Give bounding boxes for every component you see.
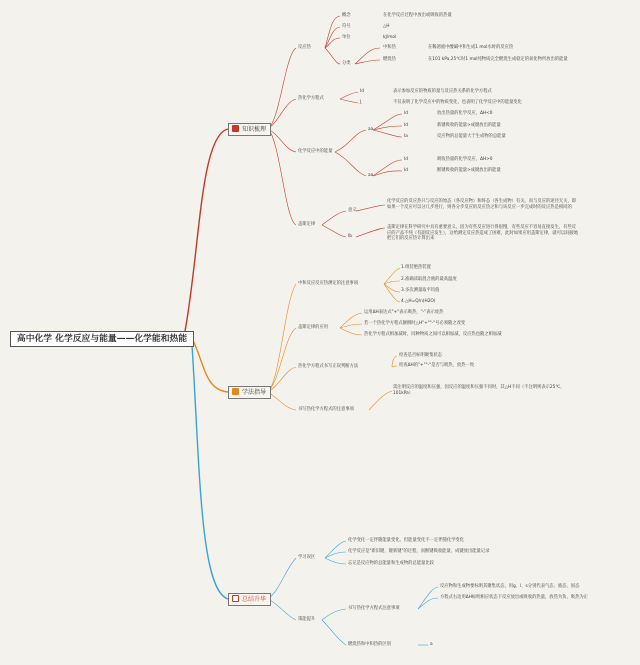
node-fcs-b2[interactable]: I̲	[360, 100, 362, 105]
node-fuhao-value: △H	[383, 24, 390, 29]
node-zhonghe-notes[interactable]: 中和反应反应热测定的注意事项	[298, 281, 359, 286]
node-panduan-i1: 检查是否标明聚集状态	[399, 353, 442, 358]
node-tisheng[interactable]: 策能提升	[298, 617, 316, 622]
node-fangchengshi[interactable]: 热化学方程式	[298, 96, 324, 101]
node-gaisi-neirong-value: 化学反应的反应热只与反应的始态（各反应物）和终态（各生成物）有关，而与反应的途径无关，即如果一个反应可以分几步进行，则各分步反应的反应热之和与该反应一步完成时的反应热是相同的	[387, 199, 577, 210]
node-nl-g1a[interactable]: Id	[404, 111, 408, 116]
node-gaisi-use-i3: 热化学方程式相加减时，同种物质之间可以相加减，反应热也随之相加减	[364, 332, 502, 337]
branch-summary[interactable]	[228, 593, 271, 606]
node-xuexi[interactable]: 学习误区	[298, 555, 316, 560]
node-nl-g2a-value: 吸收热量的化学反应，ΔH>0	[437, 157, 493, 162]
node-xuexi-i2: 化学反应是"新旧键，键新键"的过程，而断键吸收能量，成键放出能量记录	[348, 549, 490, 554]
node-gaisi[interactable]: 盖斯定律	[298, 222, 316, 227]
check-chart-icon	[232, 595, 239, 602]
node-fanyingre[interactable]: 反应热	[298, 45, 311, 50]
node-xuexi-i1: 化学变化一定伴随能量变化，但能量变化不一定伴随化学变化	[348, 538, 465, 543]
branch-summary-label: 总结升华	[242, 596, 267, 603]
node-nl-g2b[interactable]: Id	[404, 168, 408, 173]
branch-knowledge-label: 知识梳理	[242, 126, 267, 133]
node-nl-g2[interactable]: aa	[368, 173, 374, 178]
node-zhonghere-value: 在稀溶液中酸碱中和生成1 mol水时的反应热	[428, 45, 514, 50]
node-fuhao[interactable]: 符号	[342, 24, 351, 29]
node-nl-g2a[interactable]: Id	[404, 157, 408, 162]
node-fcs-b1-value: 表示参加反应的物质的量与反应热关系的化学方程式	[393, 89, 492, 94]
node-tisheng-qubie-value: a	[430, 642, 433, 647]
branch-method-label: 学法指导	[242, 389, 267, 396]
node-danwei-value: kJ/mol	[383, 35, 397, 40]
node-nl-g1c[interactable]: Ia	[404, 134, 408, 139]
link-summary	[192, 345, 228, 599]
branch-knowledge[interactable]	[228, 123, 271, 136]
node-shuxie[interactable]: 书写热化学方程式的注意事项	[298, 407, 354, 412]
node-zhonghe-i2: 2.准确读取混合液的最高温度	[401, 277, 457, 282]
node-danwei[interactable]: 单位	[342, 35, 351, 40]
node-gaisi-yiyi[interactable]: Ib	[348, 234, 352, 239]
node-tisheng-qubie[interactable]: 燃烧热和中和热的区别	[348, 642, 391, 647]
node-nengliang[interactable]: 化学反应中的能量	[298, 149, 333, 154]
link-knowledge	[185, 129, 228, 331]
node-zhonghere[interactable]: 中和热	[383, 45, 396, 50]
node-shuxie-value: 需注明反应的温度和压强，因反应的温度和压强不同时，其△H不同（不注明则表示25℃，101kPa）	[393, 385, 565, 396]
central-topic[interactable]: 高中化学 化学反应与能量——化学能和热能	[10, 331, 194, 347]
node-ranshaore[interactable]: 燃烧热	[383, 57, 396, 62]
node-tisheng-shuxie[interactable]: 书写热化学方程式注意事项	[348, 606, 400, 611]
warning-icon	[232, 388, 239, 395]
node-gaisi-yiyi-value: 盖斯定律在科学研究中具有重要意义，因为有些反应进行得很慢，有些反应不容易直接发生，有些反应的产品不纯（有副反应发生），这给测定反应热造成了困难，此时如果应用盖斯定律，就可以间接地把它们的反应热计算出来	[387, 225, 579, 242]
node-fenlei[interactable]: 分类	[342, 61, 351, 66]
node-gaisi-use-i1: 运用ΔH表达式"+"表示吸热，"-"表示放热	[364, 310, 444, 315]
node-tisheng-shuxie-v1: 反应物和生成物要标明其聚集状态，用g、l、s分别代表气态、液态、固态	[440, 584, 580, 589]
node-gaisi-neirong[interactable]: 意义	[348, 208, 357, 213]
node-gainian[interactable]: 概念	[342, 13, 351, 18]
link-method	[192, 338, 228, 392]
node-gaisi-use-i2: 若一个热化学方程式颠倒时△H"+""-"号必须随之改变	[364, 321, 466, 326]
branch-method[interactable]	[228, 386, 271, 399]
node-ranshaore-value: 在101 kPa,25℃时1 mol纯物质完全燃烧生成稳定的氧化物所放出的能量	[428, 57, 568, 62]
node-fcs-b2-value: 不仅表明了化学反应中的物质变化，也表明了化学反应中的能量变化	[393, 100, 522, 105]
node-nl-g1c-value: 反应物的总能量大于生成物的总能量	[437, 134, 506, 139]
flag-icon	[232, 125, 239, 132]
node-nl-g1[interactable]: aa	[368, 127, 374, 132]
node-nl-g1a-value: 放出热量的化学反应，ΔH<0	[437, 111, 493, 116]
node-zhonghe-i3: 3.多次测量取平均值	[401, 288, 440, 293]
node-panduan[interactable]: 热化学方程式书写正误判断方法	[298, 364, 359, 369]
node-nl-g1b[interactable]: Id	[404, 123, 408, 128]
node-xuexi-i3: 忘记是反应物的总能量和生成物的总能量比较	[348, 561, 434, 566]
node-fcs-b1[interactable]: Id	[360, 89, 364, 94]
node-tisheng-shuxie-v2: 方程式右边用ΔH标明相应状态下反应放出或吸收的热量，放热为负、吸热为正	[440, 595, 588, 600]
node-nl-g1b-value: 新键吸收的能量>成键放出的能量	[437, 123, 501, 128]
node-panduan-i2: 检查ΔH的"+""-"是否与吸热、放热一致	[399, 363, 475, 368]
node-gainian-value: 在化学反应过程中放出或吸收的热量	[383, 13, 452, 18]
node-zhonghe-i1: 1.组装绝热装置	[401, 265, 431, 270]
node-zhonghe-i4: 4.△H=Q/n(H2O)	[401, 299, 436, 304]
node-nl-g2b-value: 断键吸收的能量>成键放出的能量	[437, 168, 501, 173]
node-gaisi-use[interactable]: 盖斯定律的应用	[298, 325, 329, 330]
